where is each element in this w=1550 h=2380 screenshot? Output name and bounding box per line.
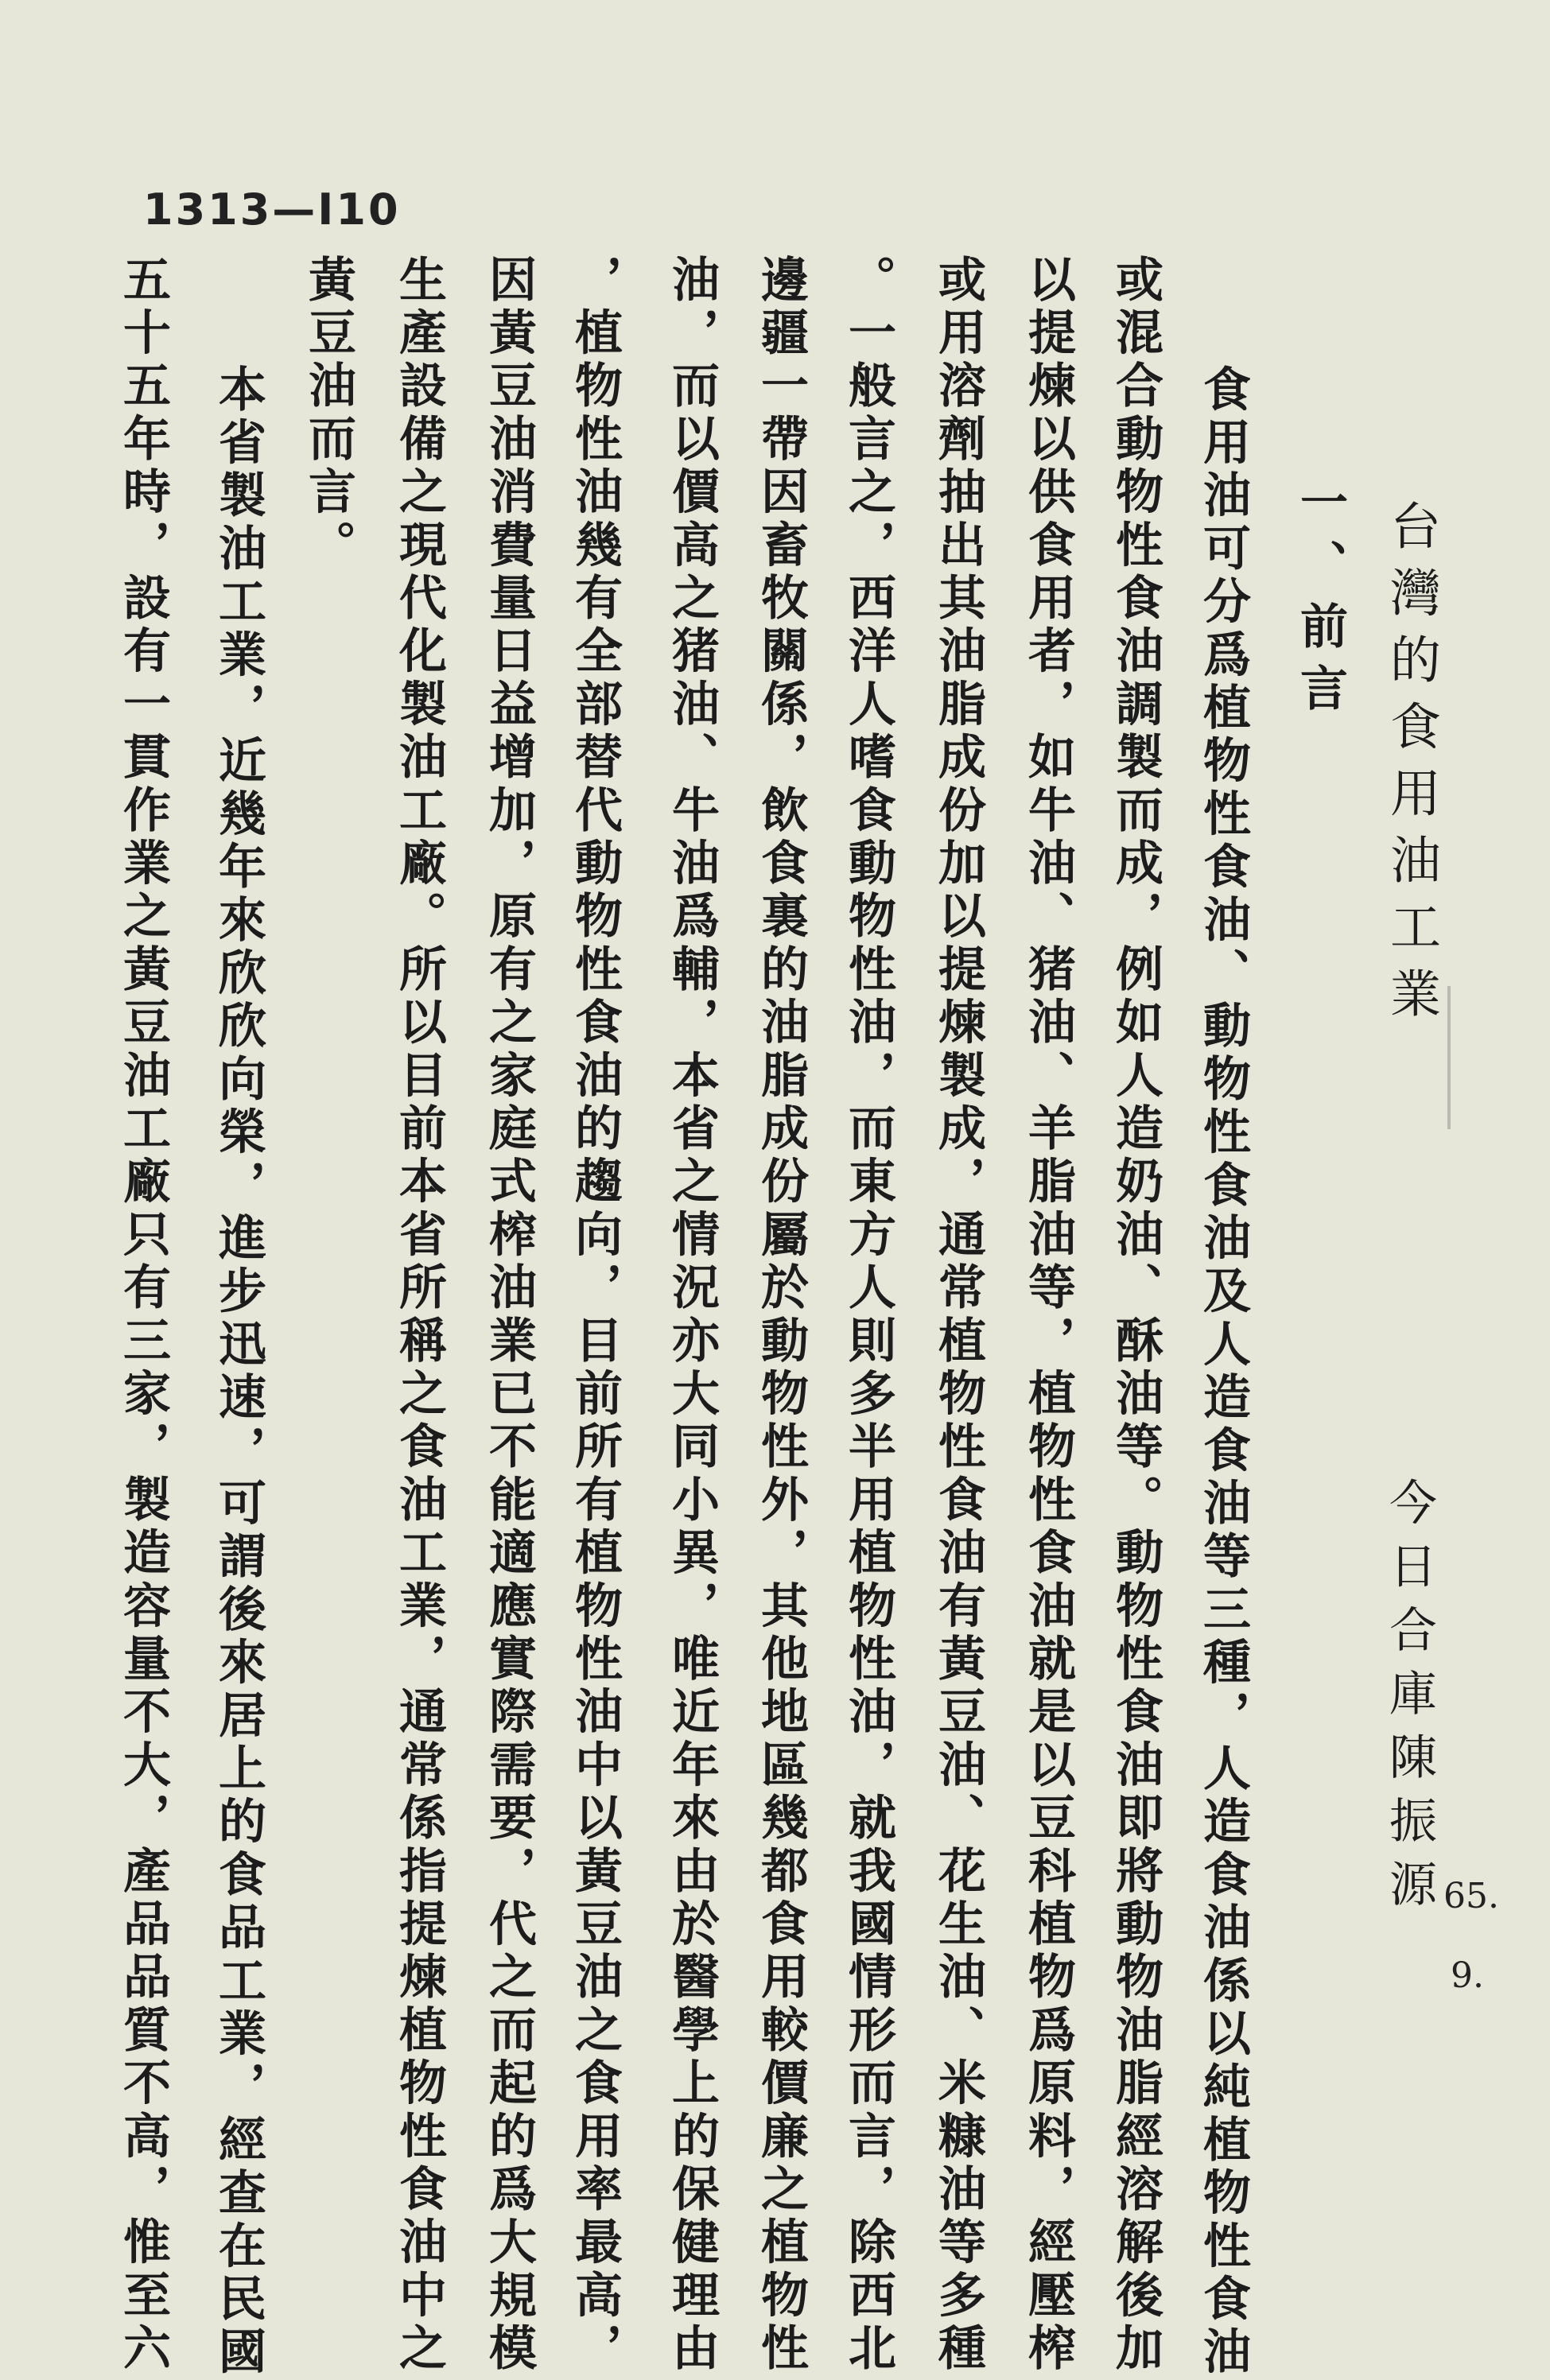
body-column-9: 因黃豆油消費量日益增加，原有之家庭式榨油業已不能適應實際需要，代之而起的爲大規模	[481, 254, 537, 2376]
body-column-2: 或混合動物性食油調製而成，例如人造奶油、酥油等。動物性食油即將動物油脂經溶解後加	[1108, 254, 1163, 2376]
body-column-5: 。一般言之，西洋人嗜食動物性油，而東方人則多半用植物性油，就我國情形而言，除西北	[841, 254, 896, 2376]
body-column-4: 或用溶劑抽出其油脂成份加以提煉製成，通常植物性食油有黃豆油、花生油、米糠油等多種	[930, 254, 986, 2376]
catalog-number: 1313—I10	[143, 184, 401, 235]
body-column-7: 油，而以價高之猪油、牛油爲輔，本省之情況亦大同小異，唯近年來由於醫學上的保健理由	[664, 254, 720, 2376]
body-column-3: 以提煉以供食用者，如牛油、猪油、羊脂油等，植物性食油就是以豆科植物爲原料，經壓榨	[1020, 254, 1076, 2376]
body-column-13: 五十五年時，設有一貫作業之黃豆油工廠只有三家，製造容量不大，產品品質不高，惟至六	[115, 254, 171, 2376]
section-heading: 一、前言	[1292, 477, 1348, 725]
body-column-6: 邊疆一帶因畜牧關係，飲食裏的油脂成份屬於動物性外，其他地區幾都食用較價廉之植物性	[753, 254, 809, 2376]
article-author: 今日合庫陳振源	[1381, 1477, 1437, 1923]
body-column-12: 本省製油工業，近幾年來欣欣向榮，進步迅速，可謂後來居上的食品工業，經查在民國	[211, 364, 266, 2380]
margin-mark	[1447, 986, 1459, 1129]
body-column-11: 黃豆油而言。	[301, 254, 356, 573]
body-column-8: ，植物性油幾有全部替代動物性食油的趨向，目前所有植物性油中以黃豆油之食用率最高，	[567, 254, 623, 2376]
publication-date	[1443, 1857, 1499, 2016]
article-title: 台灣的食用油工業	[1381, 499, 1440, 1034]
body-column-1: 食用油可分爲植物性食油、動物性食油及人造食油等三種，人造食油係以純植物性食油	[1195, 364, 1251, 2380]
body-column-10: 生產設備之現代化製油工廠。所以目前本省所稱之食油工業，通常係指提煉植物性食油中之	[391, 254, 447, 2376]
date-year: 65.	[1443, 1876, 1499, 1916]
date-month: 9.	[1451, 1955, 1484, 1996]
